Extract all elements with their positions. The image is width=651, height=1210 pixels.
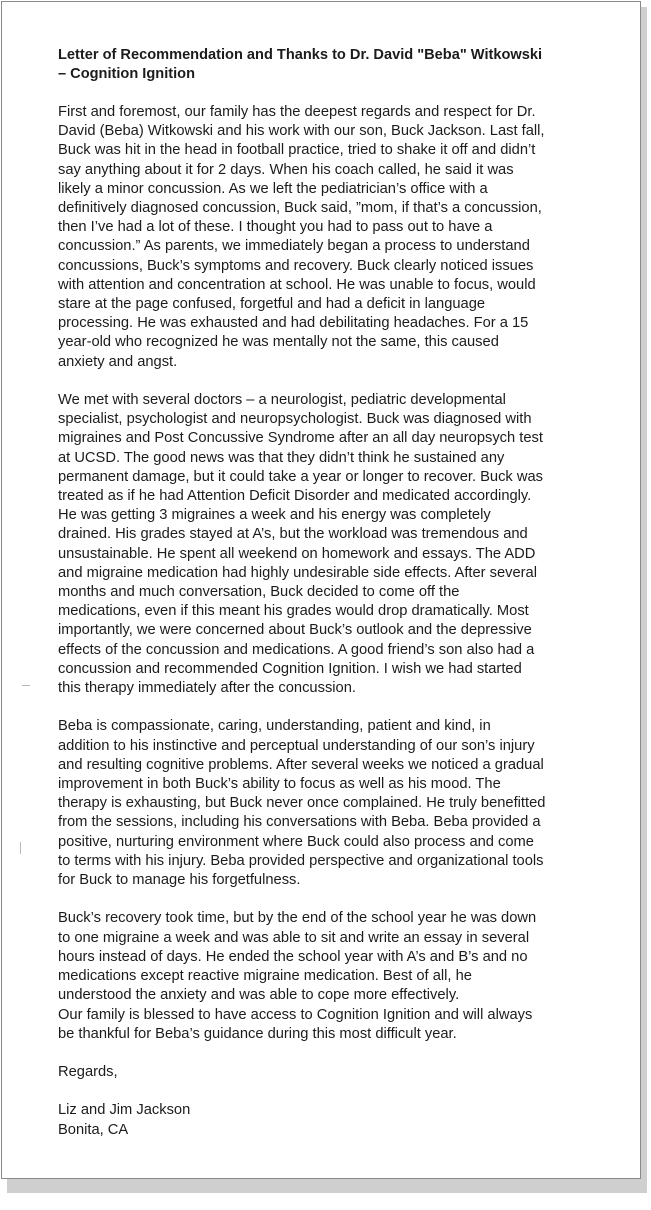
signature bbox=[58, 1101, 593, 1139]
paragraph-line: permanent damage, but it could take a year or longer to recover. Buck was bbox=[58, 468, 543, 485]
paragraph-line: understood the anxiety and was able to cope more effectively. bbox=[58, 987, 460, 1004]
paragraph-line: to one migraine a week and was able to sit and write an essay in several bbox=[58, 929, 530, 946]
paragraph-line: months and much conversation, Buck decided to come off the bbox=[58, 584, 460, 601]
letter-title-line: Letter of Recommendation and Thanks to Dr. David "Beba" Witkowski bbox=[58, 47, 543, 63]
closing bbox=[58, 1063, 593, 1082]
paragraph-line: addition to his instinctive and perceptual understanding of our son’s injury bbox=[58, 737, 535, 754]
signature-names: Liz and Jim Jackson bbox=[58, 1102, 191, 1119]
paragraph-line: Beba is compassionate, caring, understanding, patient and kind, in bbox=[58, 718, 491, 735]
paragraph-line: improvement in both Buck’s ability to focus as well as his mood. The bbox=[58, 776, 501, 793]
scan-speck bbox=[22, 685, 30, 686]
paragraph-line: drained. His grades stayed at A’s, but the workload was tremendous and bbox=[58, 526, 528, 543]
paragraph-line: year-old who recognized he was mentally not the same, this caused bbox=[58, 334, 499, 351]
paragraph-line: at UCSD. The good news was that they didn’t think he sustained any bbox=[58, 449, 505, 466]
letter-title bbox=[58, 46, 593, 84]
paragraph-line: He was getting 3 migraines a week and his energy was completely bbox=[58, 507, 491, 524]
paragraph-line: medications, even if this meant his grades would drop dramatically. Most bbox=[58, 603, 529, 620]
letter bbox=[58, 46, 593, 1159]
paragraph-line: David (Beba) Witkowski and his work with our son, Buck Jackson. Last fall, bbox=[58, 123, 545, 140]
paragraph-line: concussion and recommended Cognition Ignition. I wish we had started bbox=[58, 660, 522, 677]
paragraph-line: We met with several doctors – a neurologist, pediatric developmental bbox=[58, 392, 506, 409]
paragraph-line: Buck’s recovery took time, but by the end of the school year he was down bbox=[58, 910, 537, 927]
scan-speck bbox=[20, 842, 21, 854]
paragraph-line: medications except reactive migraine medication. Best of all, he bbox=[58, 968, 472, 985]
paragraph-therapy bbox=[58, 717, 593, 890]
closing-text: Regards, bbox=[58, 1064, 118, 1081]
paragraph-line: say anything about it for 2 days. When his coach called, he said it was bbox=[58, 161, 514, 178]
paragraph-line: anxiety and angst. bbox=[58, 353, 178, 370]
paragraph-line: for Buck to manage his forgetfulness. bbox=[58, 872, 301, 889]
paragraph-line: hours instead of days. He ended the school year with A’s and B’s and no bbox=[58, 948, 528, 965]
paragraph-line: likely a minor concussion. As we left the pediatrician’s office with a bbox=[58, 180, 488, 197]
paragraph-line: specialist, psychologist and neuropsychologist. Buck was diagnosed with bbox=[58, 411, 532, 428]
paragraph-line: to terms with his injury. Beba provided perspective and organizational tools bbox=[58, 852, 544, 869]
paragraph-line: effects of the concussion and medications. A good friend’s son also had a bbox=[58, 641, 535, 658]
paragraph-line: this therapy immediately after the concussion. bbox=[58, 680, 356, 697]
paragraph-line: concussion.” As parents, we immediately began a process to understand bbox=[58, 238, 530, 255]
paragraph-line: be thankful for Beba’s guidance during this most difficult year. bbox=[58, 1025, 457, 1042]
paragraph-line: then I’ve had a lot of these. I thought you had to pass out to have a bbox=[58, 219, 493, 236]
paragraph-line: importantly, we were concerned about Buck’s outlook and the depressive bbox=[58, 622, 532, 639]
paragraph-line: definitively diagnosed concussion, Buck said, ”mom, if that’s a concussion, bbox=[58, 200, 542, 217]
letter-title-line: – Cognition Ignition bbox=[58, 66, 195, 82]
paragraph-recovery bbox=[58, 909, 593, 1043]
paragraph-line: First and foremost, our family has the deepest regards and respect for Dr. bbox=[58, 104, 536, 120]
paragraph-line: migraines and Post Concussive Syndrome after an all day neuropsych test bbox=[58, 430, 543, 447]
paragraph-introduction bbox=[58, 103, 593, 372]
paragraph-line: and migraine medication had highly undesirable side effects. After several bbox=[58, 564, 537, 581]
paragraph-line: therapy is exhausting, but Buck never once complained. He truly benefitted bbox=[58, 795, 546, 812]
paragraph-line: Our family is blessed to have access to Cognition Ignition and will always bbox=[58, 1006, 533, 1023]
paragraph-line: treated as if he had Attention Deficit Disorder and medicated accordingly. bbox=[58, 488, 532, 505]
paragraph-line: unsustainable. He spent all weekend on homework and essays. The ADD bbox=[58, 545, 536, 562]
paragraph-line: Buck was hit in the head in football practice, tried to shake it off and didn’t bbox=[58, 142, 536, 159]
paragraph-line: processing. He was exhausted and had debilitating headaches. For a 15 bbox=[58, 315, 529, 332]
paragraph-line: with attention and concentration at school. He was unable to focus, would bbox=[58, 276, 536, 293]
paragraph-line: from the sessions, including his conversations with Beba. Beba provided a bbox=[58, 814, 541, 831]
paragraph-doctors bbox=[58, 391, 593, 698]
paragraph-line: and resulting cognitive problems. After several weeks we noticed a gradual bbox=[58, 756, 544, 773]
signature-location: Bonita, CA bbox=[58, 1121, 129, 1138]
paragraph-line: positive, nurturing environment where Buck could also process and come bbox=[58, 833, 534, 850]
paragraph-line: concussions, Buck’s symptoms and recovery. Buck clearly noticed issues bbox=[58, 257, 534, 274]
paragraph-line: stare at the page confused, forgetful and had a deficit in language bbox=[58, 296, 486, 313]
